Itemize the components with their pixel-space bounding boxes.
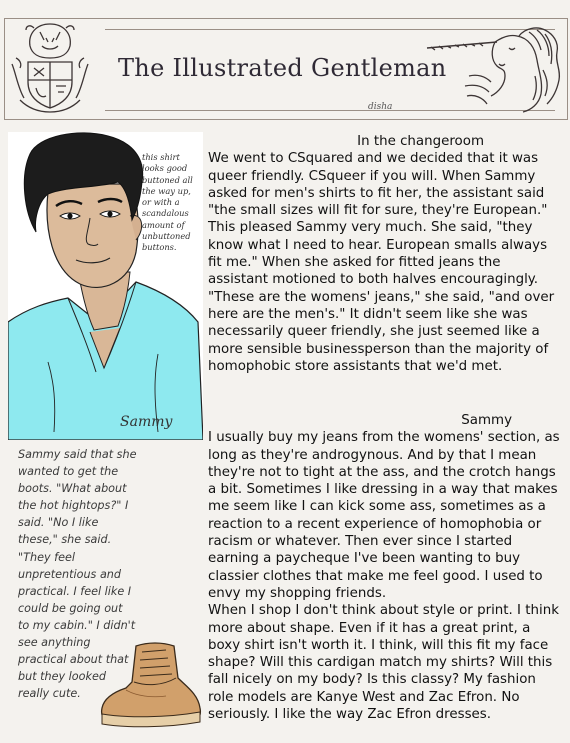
section-paragraph-sammy-1: I usually buy my jeans from the womens' section, as long as they're androgynous. And by that I mean they're not to tight at the ass, and the crotch hangs a bit. Sometimes I like dressing in a way that makes me seem like I can kick some ass, sometimes as a reaction to a recent experience of homophobia or racism or whatever. Then ever since I started earning a paycheque I've been wanting to buy classier clothes that make me feel good. I used to envy my shopping friends.	[208, 430, 560, 601]
page-title: The Illustrated Gentleman	[118, 54, 447, 82]
unicorn-icon	[425, 20, 565, 120]
section-paragraph-changeroom: We went to CSquared and we decided that it was queer friendly. CSqueer if you will. When Sammy asked for men's shirts to fit her, the assistant said "the small sizes will fit for sure, they're European." This pleased Sammy very much. She said, "they know what I need to hear. European smalls always fit me." When she asked for fitted jeans the assistant motioned to both halves encouragingly. "These are the womens' jeans," she said, "and over here are the men's." It didn't seem like she was necessarily queer friendly, she just seemed like a more sensible businessperson than the majority of homophobic store assistants that we'd met.	[208, 151, 555, 374]
portrait-caption: Sammy	[120, 414, 173, 430]
article-section-changeroom	[208, 133, 564, 375]
article-section-sammy	[208, 412, 564, 723]
section-heading-sammy: Sammy	[461, 413, 512, 428]
desert-boot-icon	[96, 638, 206, 738]
section-heading-changeroom: In the changeroom	[357, 134, 484, 149]
boots-handwritten-note: Sammy said that she wanted to get the boots. "What about the hot hightops?" I said. "No I like these," she said. "They feel unpretentious and practical. I feel like I could be going out to my cabin." I didn't see anything practical about that but they looked really cute.	[18, 448, 137, 701]
section-paragraph-sammy-2: When I shop I don't think about style or print. I think more about shape. Even if it has a great print, a boxy shirt isn't worth it. I think, will this fit my face shape? Will this cardigan match my shirts? Will this fall nicely on my body? Is this classy? My fashion role models are Kanye West and Zac Efron. No seriously. I like the way Zac Efron dresses.	[208, 603, 559, 723]
portrait-illustration	[8, 132, 203, 440]
lion-crest-icon	[6, 18, 94, 116]
shirt-annotation: this shirt looks good buttoned all the way up, or with a scandalous amount of unbuttoned buttons.	[142, 152, 193, 253]
artist-signature: disha	[368, 102, 393, 112]
